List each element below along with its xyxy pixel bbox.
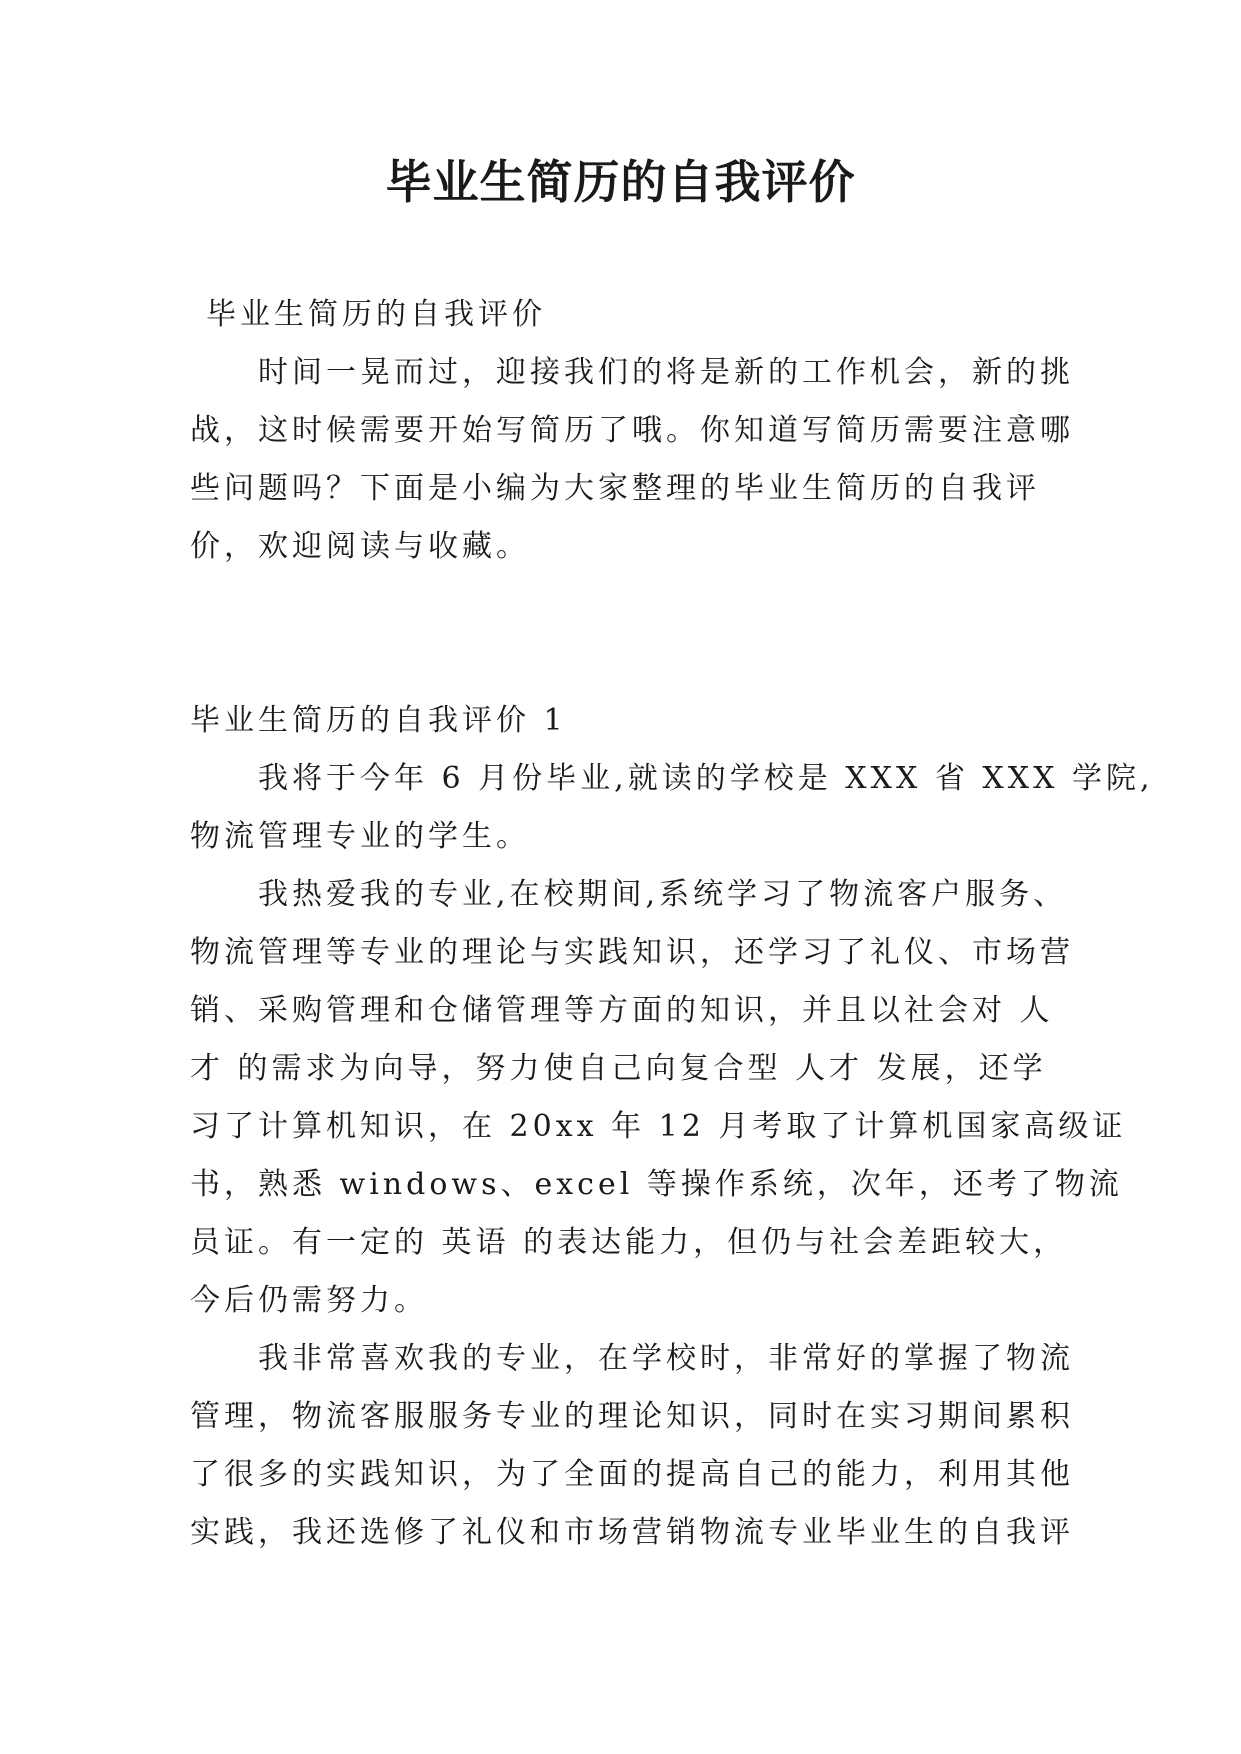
paragraph-line: 物流管理等专业的理论与实践知识，还学习了礼仪、市场营 bbox=[190, 935, 1074, 970]
paragraph-line: 我非常喜欢我的专业，在学校时，非常好的掌握了物流 bbox=[258, 1341, 1074, 1376]
paragraph-line: 今后仍需努力。 bbox=[190, 1283, 428, 1318]
paragraph-line: 员证。有一定的 英语 的表达能力，但仍与社会差距较大， bbox=[190, 1225, 1068, 1260]
intro-line: 价，欢迎阅读与收藏。 bbox=[190, 529, 530, 564]
document-title: 毕业生简历的自我评价 bbox=[385, 155, 856, 209]
paragraph-line: 销、采购管理和仓储管理等方面的知识，并且以社会对 人 bbox=[190, 993, 1054, 1028]
paragraph-line: 实践，我还选修了礼仪和市场营销物流专业毕业生的自我评 bbox=[190, 1515, 1074, 1550]
intro-block bbox=[190, 286, 1074, 576]
intro-line: 战，这时候需要开始写简历了哦。你知道写简历需要注意哪 bbox=[190, 413, 1074, 448]
paragraph-line: 才 的需求为向导，努力使自己向复合型 人才 发展，还学 bbox=[190, 1051, 1047, 1086]
paragraph-line: 了很多的实践知识，为了全面的提高自己的能力，利用其他 bbox=[190, 1457, 1074, 1492]
main-block bbox=[190, 692, 1154, 1562]
document-subtitle: 毕业生简历的自我评价 bbox=[206, 297, 546, 332]
paragraph-line: 管理，物流客服服务专业的理论知识，同时在实习期间累积 bbox=[190, 1399, 1074, 1434]
intro-line: 些问题吗？下面是小编为大家整理的毕业生简历的自我评 bbox=[190, 471, 1040, 506]
section-heading: 毕业生简历的自我评价 1 bbox=[190, 703, 567, 738]
paragraph-line: 物流管理专业的学生。 bbox=[190, 819, 530, 854]
paragraph-line: 书，熟悉 windows、excel 等操作系统，次年，还考了物流 bbox=[190, 1167, 1123, 1202]
paragraph-line: 我热爱我的专业,在校期间,系统学习了物流客户服务、 bbox=[258, 877, 1068, 912]
paragraph-line: 习了计算机知识，在 20xx 年 12 月考取了计算机国家高级证 bbox=[190, 1109, 1127, 1144]
paragraph-line: 我将于今年 6 月份毕业,就读的学校是 XXX 省 XXX 学院, bbox=[258, 761, 1154, 796]
intro-line: 时间一晃而过，迎接我们的将是新的工作机会，新的挑 bbox=[258, 355, 1074, 390]
